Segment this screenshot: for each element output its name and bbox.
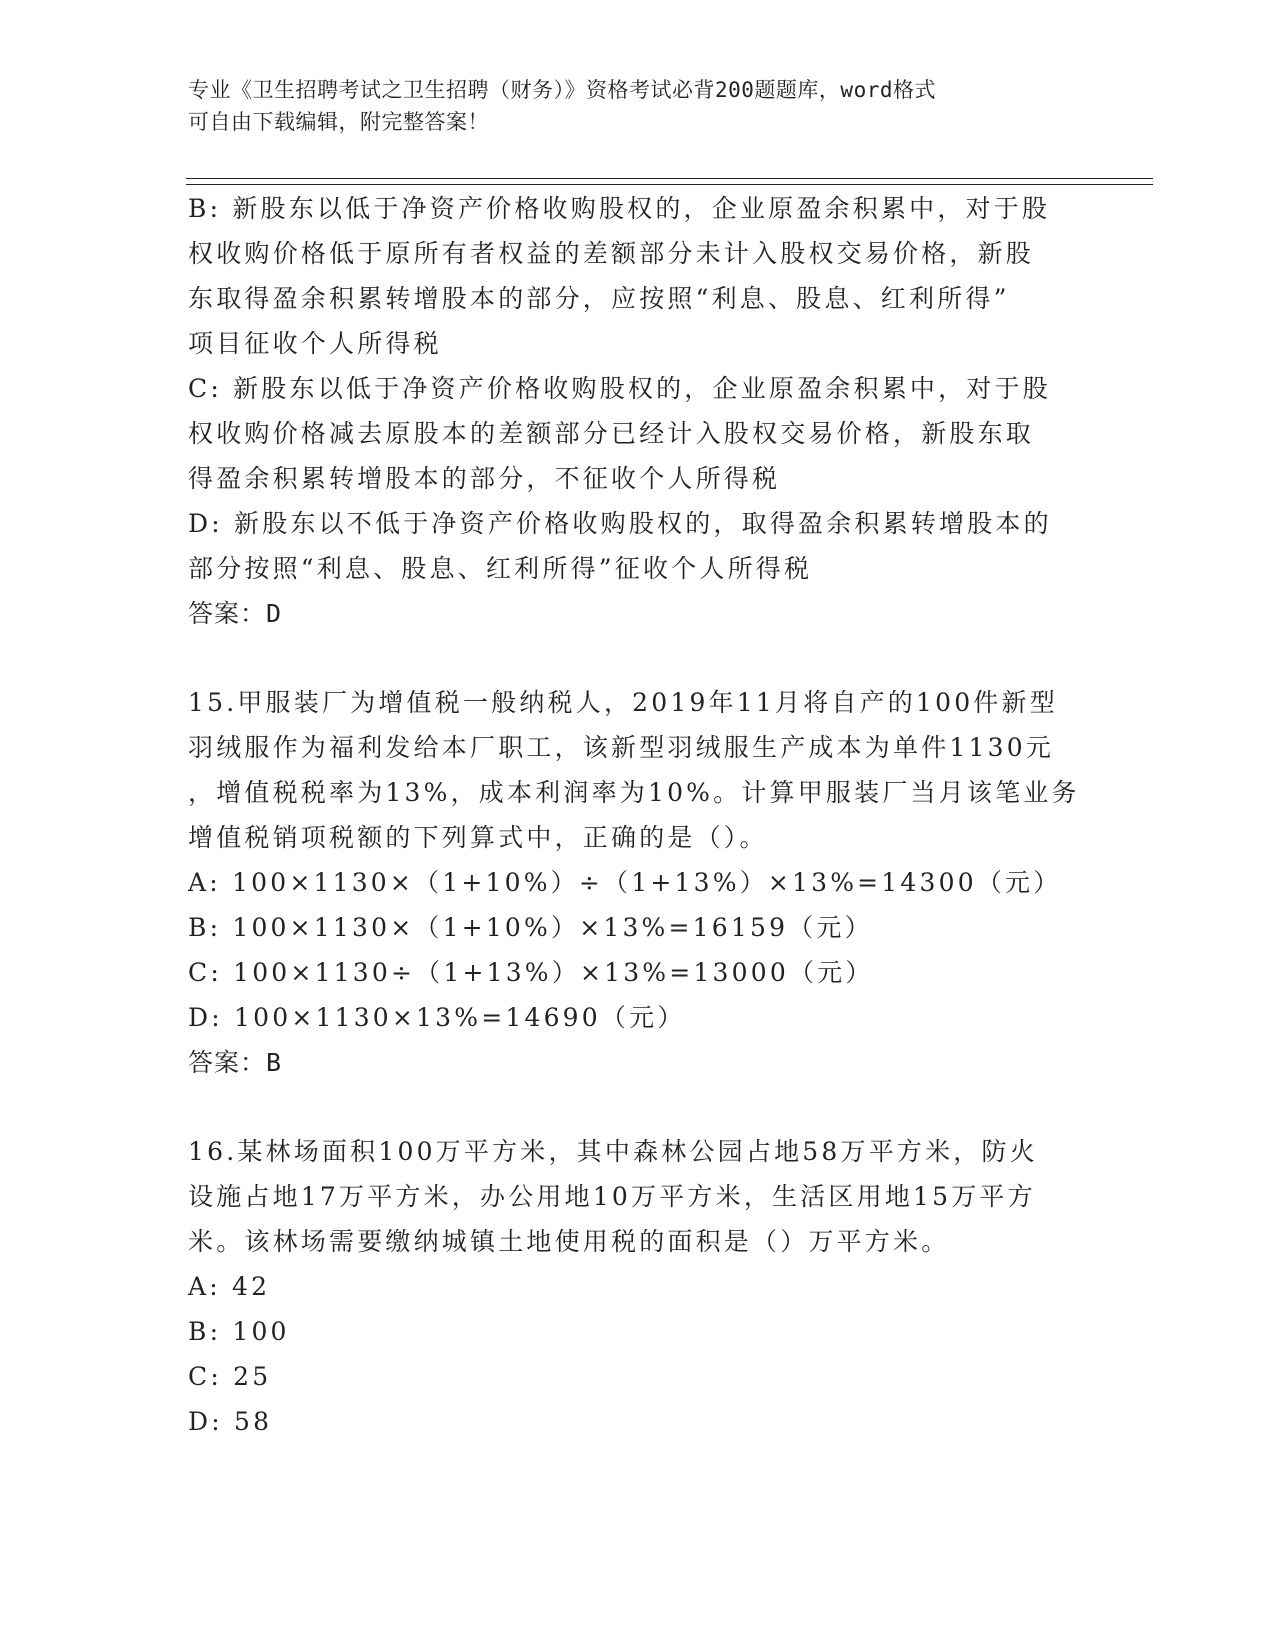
option-b: B: 100×1130×（1+10%）×13%=16159（元） (188, 913, 873, 942)
option-b: B: 100 (188, 1317, 290, 1346)
question-text-line: 羽绒服作为福利发给本厂职工，该新型羽绒服生产成本为单件1130元 (188, 733, 1055, 762)
question-16 (188, 1129, 1088, 1444)
option-text-line: 东取得盈余积累转增股本的部分，应按照“利息、股息、红利所得” (188, 284, 1010, 313)
option-text-line: 部分按照“利息、股息、红利所得”征收个人所得税 (188, 554, 813, 583)
option-c: C: 25 (188, 1362, 272, 1391)
document-body (188, 186, 1088, 1444)
option-text-line: 权收购价格低于原所有者权益的差额部分未计入股权交易价格，新股 (188, 239, 1035, 268)
option-d (188, 501, 1088, 591)
option-a: A: 42 (188, 1272, 271, 1301)
header-divider (186, 178, 1153, 185)
option-c: C: 100×1130÷（1+13%）×13%=13000（元） (188, 958, 874, 987)
option-a: A: 100×1130×（1+10%）÷（1+13%）×13%=14300（元） (188, 868, 1062, 897)
header-title-line-1: 专业《卫生招聘考试之卫生招聘（财务）》资格考试必背200题题库，word格式 (188, 78, 936, 102)
question-text-line: 米。该林场需要缴纳城镇土地使用税的面积是（）万平方米。 (188, 1227, 950, 1256)
option-text-line: 得盈余积累转增股本的部分，不征收个人所得税 (188, 464, 781, 493)
question-text-line: 16.某林场面积100万平方米，其中森林公园占地58万平方米，防火 (188, 1137, 1038, 1166)
option-text-line: D: 新股东以不低于净资产价格收购股权的，取得盈余积累转增股本的 (188, 509, 1052, 538)
answer-line: 答案：B (188, 1048, 283, 1077)
question-text-line: 增值税销项税额的下列算式中，正确的是（）。 (188, 823, 768, 852)
option-d: D: 58 (188, 1407, 273, 1436)
question-15 (188, 680, 1088, 1085)
option-d: D: 100×1130×13%=14690（元） (188, 1003, 686, 1032)
option-text-line: B: 新股东以低于净资产价格收购股权的，企业原盈余积累中，对于股 (188, 194, 1051, 223)
option-text-line: C: 新股东以低于净资产价格收购股权的，企业原盈余积累中，对于股 (188, 374, 1051, 403)
question-text-line: 设施占地17万平方米，办公用地10万平方米，生活区用地15万平方 (188, 1182, 1036, 1211)
option-c (188, 366, 1088, 501)
answer-line: 答案：D (188, 599, 283, 628)
question-text-line: ，增值税税率为13%，成本利润率为10%。计算甲服装厂当月该笔业务 (188, 778, 1080, 807)
option-b (188, 186, 1088, 366)
option-text-line: 项目征收个人所得税 (188, 329, 442, 358)
header-title-line-2: 可自由下载编辑，附完整答案！ (188, 110, 489, 134)
question-text-line: 15.甲服装厂为增值税一般纳税人，2019年11月将自产的100件新型 (188, 688, 1058, 717)
document-header (188, 74, 1068, 138)
question-14-options (188, 186, 1088, 636)
option-text-line: 权收购价格减去原股本的差额部分已经计入股权交易价格，新股东取 (188, 419, 1035, 448)
